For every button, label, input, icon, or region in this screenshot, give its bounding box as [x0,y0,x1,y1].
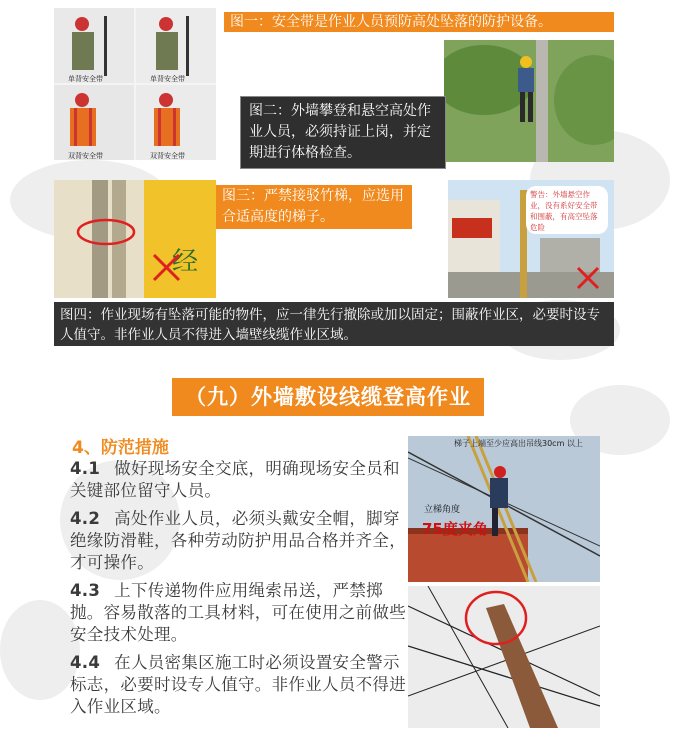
measure-number: 4.1 [70,459,101,478]
ladder-angle-photo [408,436,600,582]
cable-fixing-photo [408,586,600,728]
measure-number: 4.3 [70,581,101,600]
measure-item-4-4 [70,652,408,718]
measure-item-4-3 [70,580,408,646]
belt-caption-4: 双背安全带 [150,152,185,160]
safety-belt-illustration [54,8,216,160]
belt-caption-2: 单背安全带 [150,75,185,83]
measure-number: 4.2 [70,509,101,528]
measure-text: 上下传递物件应用绳索吊送，严禁掷抛。容易散落的工具材料，可在使用之前做些安全技术处理。 [70,581,406,644]
figure-3-label-text: 图三：严禁接驳竹梯，应选用合适高度的梯子。 [222,188,404,225]
warning-sign: 警告：外墙悬空作业，没有系好安全带和围蔽，有高空坠落危险 [526,186,608,234]
figure-2-label: 图二：外墙攀登和悬空高处作业人员，必须持证上岗，并定期进行体格检查。 [240,96,446,169]
measure-text: 做好现场安全交底，明确现场安全员和关键部位留守人员。 [70,459,400,500]
section-title: （九）外墙敷设线缆登高作业 [172,378,484,416]
measure-number: 4.4 [70,653,101,672]
figure-4-label: 图四：作业现场有坠落可能的物件，应一律先行撤除或加以固定；围蔽作业区，必要时设专人值守。非作业人员不得进入墙壁线缆作业区域。 [54,302,614,346]
measure-item-4-1 [70,458,408,502]
belt-caption-3: 双背安全带 [68,152,103,160]
figure-1-label: 图一：安全带是作业人员预防高处坠落的防护设备。 [224,12,614,32]
measure-text: 高处作业人员，必须头戴安全帽，脚穿绝缘防滑鞋，各种劳动防护用品合格并齐全，才可操作。 [70,509,406,572]
belt-caption-1: 单背安全带 [68,75,103,83]
pole-climbing-photo [444,40,614,162]
ladder-height-caption: 梯子上端至少应高出吊线30cm 以上 [454,439,583,448]
svg-text:经: 经 [172,247,199,277]
ladder-angle-label: 立梯角度 [424,505,461,515]
wall-work-warning-photo [448,180,614,298]
measure-item-4-2 [70,508,408,574]
measure-text: 在人员密集区施工时必须设置安全警示标志，必要时设专人值守。非作业人员不得进入作业区域。 [70,653,406,716]
safety-belt-photo-grid [54,8,216,160]
bamboo-ladder-photo [54,180,216,298]
prevention-measures-heading: 4、防范措施 [72,438,169,458]
figure-3-label [216,185,412,229]
ladder-angle-value: 75度夹角 [422,520,488,538]
